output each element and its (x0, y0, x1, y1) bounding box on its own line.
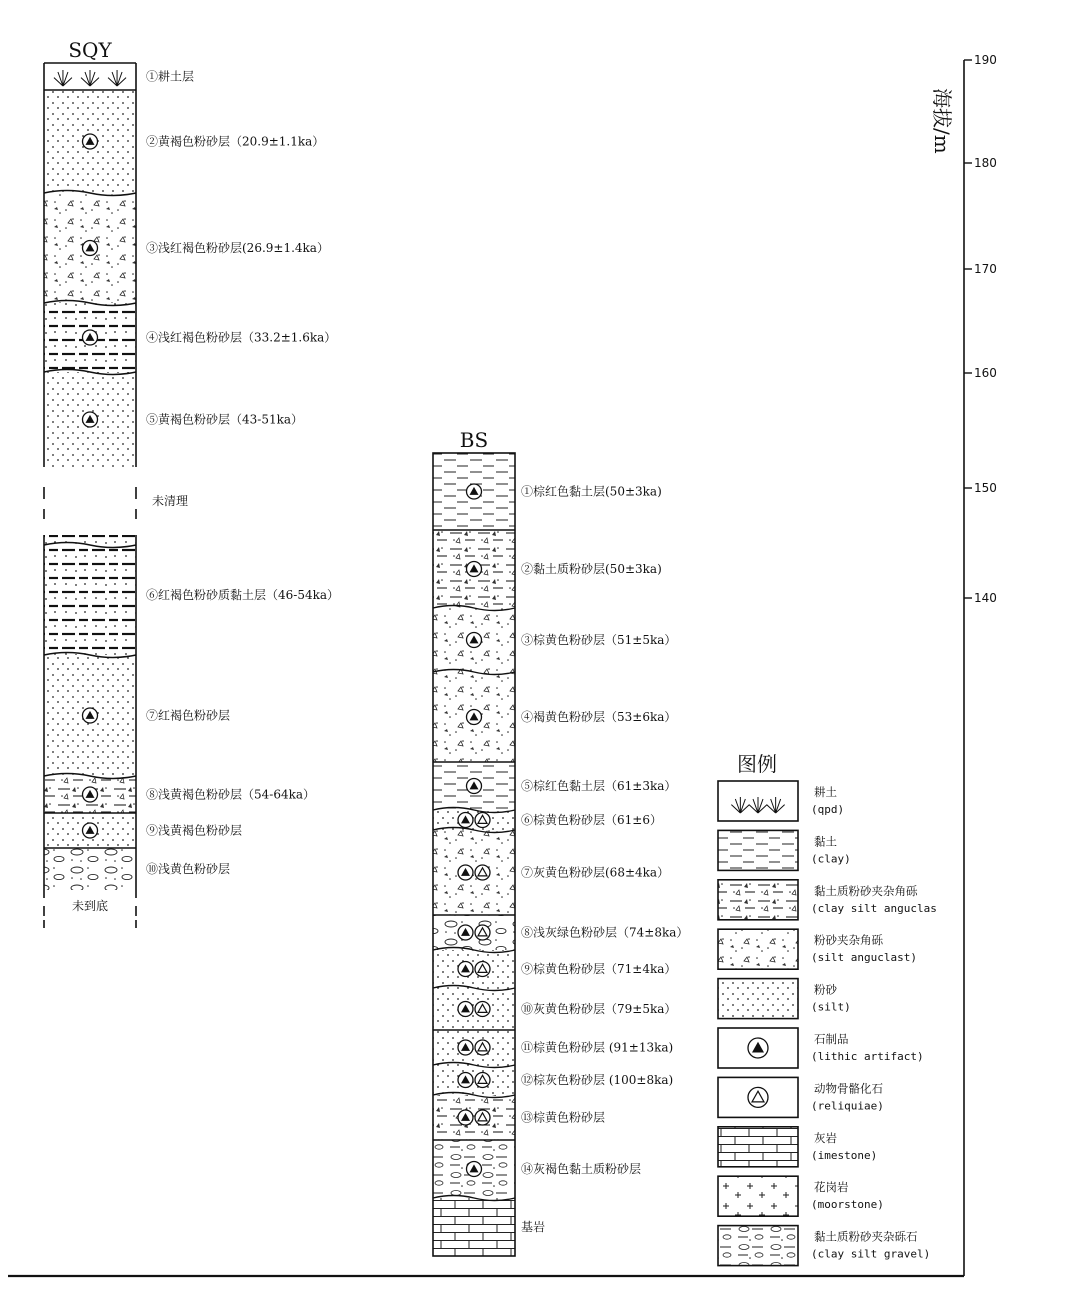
legend-swatch (718, 979, 798, 1019)
bs-layer (433, 915, 688, 950)
legend-item-zh: 耕土 (814, 785, 837, 799)
legend-item (718, 880, 937, 920)
sqy-layer-label: 未清理 (152, 494, 189, 508)
bs-layer-label: ⑥棕黄色粉砂层（61±6） (521, 813, 662, 827)
sqy-layer-label: ④浅红褐色粉砂层（33.2±1.6ka） (146, 330, 337, 345)
legend-swatch (718, 929, 798, 969)
sqy-layer (44, 535, 339, 655)
sqy-title: SQY (68, 38, 112, 62)
sqy-layer-label: ⑧浅黄褐色粉砂层（54-64ka） (146, 787, 316, 802)
bs-layer (433, 453, 662, 530)
axis-tick-label: 180 (974, 156, 997, 170)
bs-layer (433, 608, 676, 672)
legend-item-zh: 灰岩 (814, 1130, 837, 1145)
bs-layer (433, 1030, 673, 1065)
sqy-layer-label: ③浅红褐色粉砂层(26.9±1.4ka） (146, 241, 329, 255)
bs-layer-label: ②黏土质粉砂层(50±3ka) (521, 562, 662, 576)
legend-item-zh: 黏土 (814, 834, 837, 849)
sqy-layer (44, 813, 242, 848)
legend-swatch (718, 1226, 798, 1266)
bs-layer (433, 810, 662, 830)
sqy-layer-label: ①耕土层 (146, 69, 195, 84)
bs-layer-label: ④褐黄色粉砂层（53±6ka） (521, 710, 677, 724)
legend-item (718, 1127, 877, 1167)
legend-item-en: (clay) (811, 852, 851, 866)
legend-item-en: (qpd) (811, 803, 845, 816)
sqy-layer (44, 848, 230, 890)
legend-item-zh: 花岗岩 (814, 1180, 849, 1195)
sqy-layer-label: ⑥红褐色粉砂质黏土层（46-54ka） (146, 588, 340, 602)
sqy-layer (44, 63, 194, 90)
legend-item (718, 1176, 884, 1216)
bs-layer (433, 530, 662, 608)
bs-layer (433, 1140, 641, 1198)
sqy-layer-label: ⑩浅黄色粉砂层 (146, 862, 231, 876)
sqy-layer-label: ⑦红褐色粉砂层 (146, 708, 231, 723)
legend (718, 752, 937, 1266)
bs-layer (433, 988, 676, 1030)
bs-title: BS (459, 428, 489, 452)
legend-item (718, 1028, 924, 1068)
bs-layer (433, 830, 669, 915)
legend-item-en: (lithic artifact) (811, 1050, 924, 1063)
legend-swatch (718, 830, 798, 870)
sqy-layer-label: ②黄褐色粉砂层（20.9±1.1ka） (146, 134, 325, 149)
legend-item-en: (reliquiae) (811, 1099, 884, 1113)
axis-tick-label: 160 (974, 366, 997, 380)
axis-tick-label: 150 (974, 481, 997, 495)
legend-item-en: (moorstone) (811, 1198, 884, 1212)
sqy-layer (44, 372, 303, 467)
sqy-layer (44, 90, 324, 193)
sqy-bottom-note: 未到底 (71, 899, 109, 913)
legend-item-en: (imestone) (811, 1148, 878, 1162)
bs-layer-label: ⑦灰黄色粉砂层(68±4ka） (521, 865, 670, 880)
sqy-layer (44, 655, 230, 776)
legend-item-zh: 黏土质粉砂夹杂角砾 (814, 883, 918, 898)
bs-layer-label: 基岩 (521, 1220, 546, 1234)
axis-tick-label: 170 (974, 262, 997, 276)
legend-item-en: (clay silt anguclas (811, 901, 937, 915)
bs-layer-label: ⑩灰黄色粉砂层（79±5ka） (521, 1002, 677, 1016)
bs-layer-label: ⑪棕黄色粉砂层 (91±13ka) (521, 1040, 674, 1055)
legend-item (718, 1226, 930, 1266)
legend-title: 图例 (737, 752, 777, 776)
bs-layer-label: ③棕黄色粉砂层（51±5ka） (521, 633, 677, 647)
sqy-layer-label: ⑨浅黄褐色粉砂层 (146, 823, 243, 838)
legend-item-zh: 粉砂 (814, 982, 837, 997)
sqy-layer (44, 776, 315, 813)
bs-layer (433, 1095, 605, 1140)
sqy-layer-label: ⑤黄褐色粉砂层（43-51ka） (146, 412, 304, 427)
bs-layer (433, 672, 676, 762)
bs-layer (433, 762, 676, 810)
legend-item-en: (clay silt gravel) (811, 1247, 931, 1261)
legend-item-zh: 石制品 (814, 1032, 849, 1046)
sqy-layer (44, 303, 336, 372)
legend-item (718, 830, 851, 870)
bs-layer-label: ⑧浅灰绿色粉砂层（74±8ka） (521, 925, 689, 940)
sqy-column (44, 38, 339, 928)
bs-column (433, 428, 688, 1256)
legend-item-zh: 动物骨骼化石 (814, 1081, 883, 1096)
legend-swatch (718, 1127, 798, 1167)
axis-title: 海拔/m (930, 88, 954, 154)
bs-layer-label: ⑫棕灰色粉砂层 (100±8ka) (521, 1073, 674, 1087)
axis-tick-label: 190 (974, 53, 997, 67)
axis-tick-label: 140 (974, 591, 997, 605)
bs-layer (433, 1198, 545, 1256)
legend-item-zh: 粉砂夹杂角砾 (814, 933, 883, 948)
legend-item (718, 781, 844, 821)
bs-layer-label: ⑭灰褐色黏土质粉砂层 (521, 1162, 642, 1176)
legend-item-en: (silt) (811, 1000, 851, 1014)
sqy-layer (44, 193, 329, 303)
sqy-layer (44, 487, 188, 519)
legend-swatch (718, 1176, 798, 1216)
bs-layer (433, 950, 676, 988)
legend-item-zh: 黏土质粉砂夹杂砾石 (814, 1229, 918, 1244)
legend-item (718, 929, 917, 969)
legend-item (718, 1077, 884, 1117)
bs-layer (433, 1065, 673, 1095)
bs-layer-label: ⑤棕红色黏土层（61±3ka） (521, 779, 677, 793)
bs-layer-label: ⑬棕黄色粉砂层 (521, 1110, 606, 1125)
bs-layer-label: ⑨棕黄色粉砂层（71±4ka） (521, 962, 677, 976)
legend-item-en: (silt anguclast) (811, 951, 917, 965)
bs-layer-label: ①棕红色黏土层(50±3ka) (521, 484, 662, 499)
legend-item (718, 979, 851, 1019)
legend-swatch (718, 880, 798, 920)
